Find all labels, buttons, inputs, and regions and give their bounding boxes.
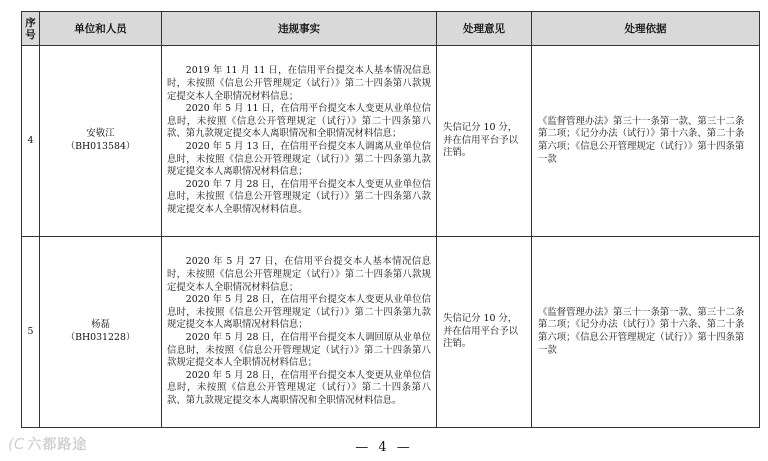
header-serial-number	[22, 12, 40, 46]
page-number: — 4 —	[355, 440, 413, 455]
row-basis: 《监督管理办法》第三十一条第一款、第三十二条第二项；《记分办法（试行）》第十六条、第二十条第六项；《信息公开管理规定（试行）》第十四条第一款	[532, 237, 760, 428]
person-code: （BH031228）	[65, 332, 136, 343]
row-basis: 《监督管理办法》第三十一条第一款、第三十二条第二项；《记分办法（试行）》第十六条、第二十条第六项；《信息公开管理规定（试行）》第十四条第一款	[532, 46, 760, 237]
person-name: 杨磊	[91, 319, 110, 331]
row-party	[40, 237, 162, 428]
header-opinion: 处理意见	[437, 12, 532, 46]
watermark-text: 六都路途	[27, 437, 88, 453]
person-code: （BH013584）	[65, 141, 136, 152]
row-serial: 5	[22, 237, 40, 428]
fact-paragraph: 2020 年 5 月 28 日，在信用平台提交本人变更从业单位信息时，未按照《信息公开管理规定（试行）》第二十四条第八款、第九款规定提交本人离职情况和全职情况材料信息。	[167, 369, 431, 406]
header-basis: 处理依据	[532, 12, 760, 46]
table-header-row	[22, 12, 760, 46]
header-party: 单位和人员	[40, 12, 162, 46]
table-row	[22, 46, 760, 237]
row-facts	[162, 237, 437, 428]
fact-paragraph: 2020 年 5 月 28 日，在信用平台提交本人调回原从业单位信息时，未按照《信息公开管理规定（试行）》第二十四条第八款规定提交本人全职情况材料信息；	[167, 332, 431, 369]
row-serial: 4	[22, 46, 40, 237]
fact-paragraph: 2020 年 5 月 11 日，在信用平台提交本人变更从业单位信息时，未按照《信息公开管理规定（试行）》第二十四条第八款、第九款规定提交本人离职情况和全职情况材料信息；	[167, 103, 431, 140]
person-name: 安敬江	[86, 128, 115, 140]
fact-paragraph: 2020 年 5 月 27 日，在信用平台提交本人基本情况信息时，未按照《信息公开管理规定（试行）》第二十四条第八款规定提交本人全职情况材料信息；	[167, 256, 431, 293]
discipline-table	[21, 11, 760, 428]
header-serial-line2: 号	[25, 28, 36, 41]
header-serial-line1: 序	[25, 16, 36, 29]
fact-paragraph: 2019 年 11 月 11 日，在信用平台提交本人基本情况信息时，未按照《信息公开管理规定（试行）》第二十四条第八款规定提交本人全职情况材料信息；	[167, 65, 431, 102]
watermark-logo-icon: (C	[8, 435, 25, 453]
table-row	[22, 237, 760, 428]
fact-paragraph: 2020 年 5 月 28 日，在信用平台提交本人变更从业单位信息时，未按照《信息公开管理规定（试行）》第二十四条第九款规定提交本人离职情况材料信息；	[167, 294, 431, 331]
row-facts	[162, 46, 437, 237]
fact-paragraph: 2020 年 7 月 28 日，在信用平台提交本人变更从业单位信息时，未按照《信息公开管理规定（试行）》第二十四条第八款规定提交本人全职情况材料信息。	[167, 178, 431, 215]
row-opinion: 失信记分 10 分，并在信用平台予以注销。	[437, 46, 532, 237]
row-opinion: 失信记分 10 分，并在信用平台予以注销。	[437, 237, 532, 428]
fact-paragraph: 2020 年 5 月 13 日，在信用平台提交本人调离从业单位信息时，未按照《信息公开管理规定（试行）》第二十四条第九款规定提交本人离职情况材料信息；	[167, 141, 431, 178]
header-facts: 违规事实	[162, 12, 437, 46]
row-party	[40, 46, 162, 237]
